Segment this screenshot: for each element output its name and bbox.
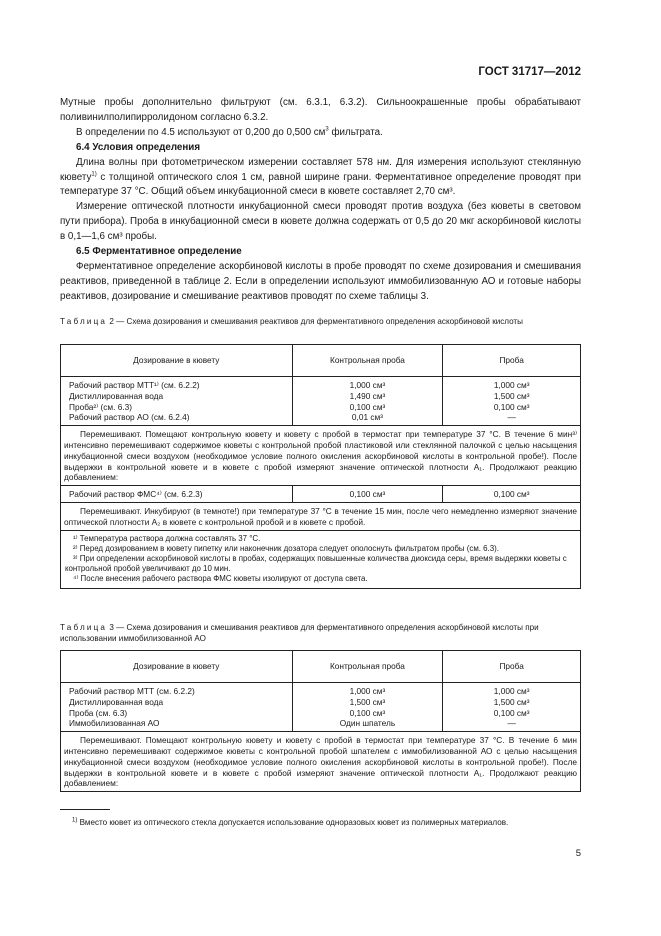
- footnote-divider: [60, 809, 110, 810]
- paragraph: [60, 126, 581, 141]
- label-cell: [61, 377, 293, 426]
- sample-cell: [443, 683, 581, 732]
- value: 1,000 см³: [493, 686, 530, 696]
- table-caption: [60, 622, 581, 644]
- table-note: [61, 426, 581, 486]
- page-number: 5: [575, 848, 581, 859]
- value: 0,100 см³: [349, 707, 386, 718]
- value: 0,01 см³: [351, 412, 383, 423]
- section-heading: 6.4 Условия определения: [76, 141, 201, 153]
- row-label: Проба (см. 6.3): [69, 707, 128, 718]
- text: Длина волны при фотометрическом измерении составляет 578 нм. Для измерения используют стеклянную кювету: [60, 156, 581, 183]
- paragraph: Измерение оптической плотности инкубационной смеси проводят против воздуха (без кюветы в световом пути прибора). Проба в инкубационной смеси в кювете должна содержать от 0,5 до 20 мкг аскорбиновой кислоты в 0,1—1,6 см³ пробы.: [60, 201, 581, 243]
- column-header: Контрольная проба: [292, 345, 443, 377]
- table-2: [60, 344, 581, 589]
- caption-text: 2 — Схема дозирования и смешивания реактивов для ферментативного определения аскорбиновой кислоты: [107, 317, 523, 326]
- note-text: Перемешивают. Помещают контрольную кювету и кювету с пробой в термостат при температуре 37 °С. В течение 6 мин интенсивно перемешивают содержимое кюветы с контрольной пробой шпателем с иммобилизованной АО с целью насыщения инкубационной смеси воздухом (необходимое условие полного окисления аскорбиновой кислоты в контрольной пробе!). После выдержки в контрольной кювете и в кювете с пробой измеряют значение оптической плотности A₁. Продолжают реакцию добавлением:: [64, 735, 577, 789]
- caption-text: 3 — Схема дозирования и смешивания реактивов для ферментативного определения аскорбиновой кислоты при использовании иммобилизованной АО: [60, 623, 539, 643]
- table-footnote: ¹⁾ Температура раствора должна составлять 37 °С.: [73, 533, 261, 543]
- value: 1,500 см³: [493, 390, 530, 401]
- value: —: [507, 412, 516, 423]
- value: 1,000 см³: [349, 380, 386, 390]
- label-cell: [61, 683, 293, 732]
- paragraph: Мутные пробы дополнительно фильтруют (см. 6.3.1, 6.3.2). Сильноокрашенные пробы обрабатывают поливинилполипирролидоном согласно 6.3.2.: [60, 97, 581, 123]
- table-3: [60, 650, 581, 792]
- value: 0,100 см³: [443, 486, 581, 503]
- footnote-text: Вместо кювет из оптического стекла допускается использование одноразовых кювет из полимерных материалов.: [77, 818, 509, 827]
- table-footnote: ³⁾ При определении аскорбиновой кислоты в пробах, содержащих повышенные количества диоксида серы, время выдержки кюветы с контрольной пробой увеличивают до 10 мин.: [65, 553, 567, 574]
- value: 1,500 см³: [493, 696, 530, 707]
- caption-label: Таблица: [60, 623, 108, 632]
- column-header: Проба: [443, 651, 581, 683]
- table-footnote: ⁴⁾ После внесения рабочего раствора ФМС кюветы изолируют от доступа света.: [73, 574, 368, 584]
- row-label: Рабочий раствор МТТ (см. 6.2.2): [69, 686, 195, 696]
- row-label: Рабочий раствор МТТ¹⁾ (см. 6.2.2): [69, 380, 200, 390]
- row-label: Рабочий раствор ФМС⁴⁾ (см. 6.2.3): [61, 486, 293, 503]
- value: —: [507, 718, 516, 729]
- value: 0,100 см³: [349, 401, 386, 412]
- control-cell: [292, 683, 443, 732]
- note-text: Перемешивают. Помещают контрольную кювету и кювету с пробой в термостат при температуре 37 °С. В течение 6 мин³⁾ интенсивно перемешивают содержимое кюветы с контрольной пробой пластиковой или стеклянной палочкой с целью насыщения инкубационной смеси воздухом (необходимое условие полного окисления аскорбиновой кислоты в контрольной пробе!). После выдержки в контрольной кювете и в кювете с пробой измеряют значение оптической плотности A₁. Продолжают реакцию добавлением:: [64, 429, 577, 483]
- value: 1,490 см³: [349, 390, 386, 401]
- table-footnotes: [61, 530, 581, 588]
- row-label: Дистиллированная вода: [69, 696, 164, 707]
- footnote-mark: 1): [72, 817, 78, 824]
- table-caption: [60, 316, 581, 327]
- value: 1,000 см³: [493, 380, 530, 390]
- footnote-ref: 1): [91, 171, 97, 178]
- value: 0,100 см³: [493, 707, 530, 718]
- paragraph: Ферментативное определение аскорбиновой кислоты в пробе проводят по схеме дозирования и смешивания реактивов, приведенной в таблице 2. Если в определении используют иммобилизованную АО и готовые наборы реактивов, дозирование и смешивание реактивов проводят по схеме таблицы 3.: [60, 260, 581, 302]
- control-cell: [292, 377, 443, 426]
- value: 0,100 см³: [493, 401, 530, 412]
- caption-label: Таблица: [60, 317, 108, 326]
- value: 1,500 см³: [349, 696, 386, 707]
- superscript: 3: [325, 126, 329, 133]
- row-label: Рабочий раствор АО (см. 6.2.4): [69, 412, 190, 423]
- page-footnote: [60, 815, 581, 830]
- table-note: [61, 502, 581, 530]
- value: Один шпатель: [339, 718, 396, 729]
- row-label: Проба²⁾ (см. 6.3): [69, 401, 132, 412]
- text: с толщиной оптического слоя 1 см, равной ширине грани. Ферментативное определение проводят при температуре 37 °С. Общий объем инкубационной смеси в кювете составляет 2,70 см³.: [60, 171, 581, 198]
- paragraph: [60, 156, 581, 201]
- column-header: Контрольная проба: [292, 651, 443, 683]
- value: 1,000 см³: [349, 686, 386, 696]
- value: 0,100 см³: [292, 486, 443, 503]
- row-label: Дистиллированная вода: [69, 390, 164, 401]
- sample-cell: [443, 377, 581, 426]
- table-footnote: ²⁾ Перед дозированием в кювету пипетку или наконечник дозатора следует ополоснуть фильтратом пробы (см. 6.3).: [73, 543, 499, 553]
- text: фильтрата.: [328, 126, 383, 138]
- column-header: Дозирование в кювету: [61, 651, 293, 683]
- table-note: [61, 732, 581, 792]
- body-text: [60, 96, 581, 305]
- column-header: Дозирование в кювету: [61, 345, 293, 377]
- section-heading: 6.5 Ферментативное определение: [76, 246, 242, 258]
- text: В определении по 4.5 используют от 0,200 до 0,500 см: [76, 126, 326, 138]
- column-header: Проба: [443, 345, 581, 377]
- note-text: Перемешивают. Инкубируют (в темноте!) при температуре 37 °С в течение 15 мин, после чего немедленно измеряют значение оптической плотности A₂ в кювете с контрольной пробой и в кювете с пробой.: [64, 505, 577, 527]
- document-header: ГОСТ 31717—2012: [478, 66, 581, 78]
- row-label: Иммобилизованная АО: [69, 718, 160, 729]
